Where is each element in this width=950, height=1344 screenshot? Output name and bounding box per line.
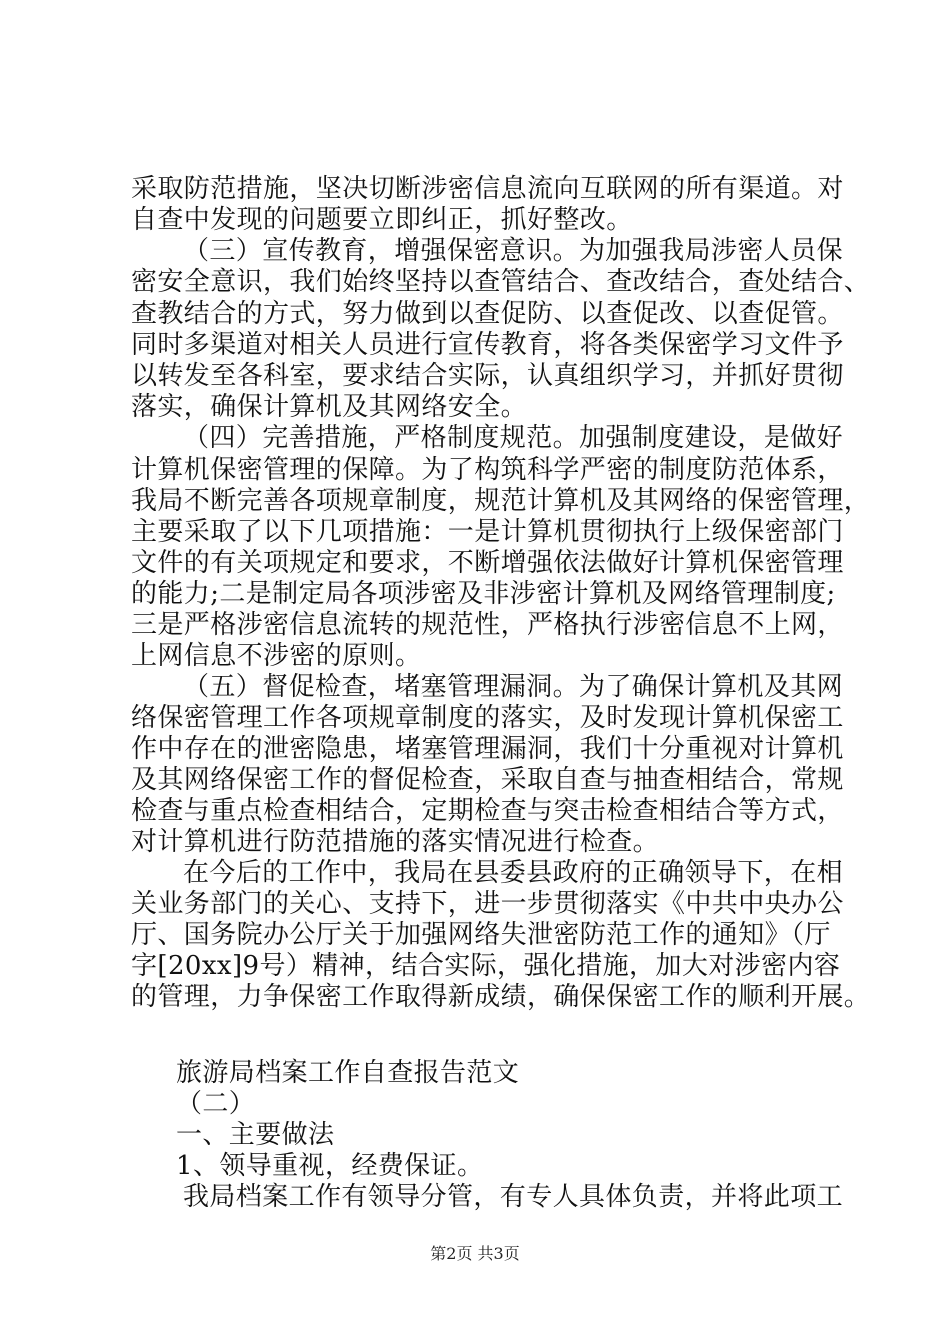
body-line: 查教结合的方式，努力做到以查促防、以查促改、以查促管。	[131, 299, 844, 329]
subsection-heading: 1、领导重视，经费保证。	[176, 1151, 484, 1181]
body-line: 我局不断完善各项规章制度，规范计算机及其网络的保密管理，	[131, 486, 871, 516]
body-line: 对计算机进行防范措施的落实情况进行检查。	[131, 827, 660, 857]
paragraph-start-line: （三）宣传教育，增强保密意识。为加强我局涉密人员保	[183, 236, 844, 266]
paragraph-start-line: （五）督促检查，堵塞管理漏洞。为了确保计算机及其网	[183, 672, 844, 702]
page-number-footer: 第2页 共3页	[430, 1244, 520, 1263]
paragraph-start-line: 我局档案工作有领导分管，有专人具体负责，并将此项工	[183, 1182, 844, 1212]
body-line: 的管理，力争保密工作取得新成绩，确保保密工作的顺利开展。	[131, 982, 871, 1012]
body-line: 作中存在的泄密隐患，堵塞管理漏洞，我们十分重视对计算机	[131, 734, 844, 764]
body-line: 文件的有关项规定和要求，不断增强依法做好计算机保密管理	[131, 548, 844, 578]
body-line: 落实，确保计算机及其网络安全。	[131, 392, 528, 422]
body-line: 关业务部门的关心、支持下，进一步贯彻落实《中共中央办公	[131, 889, 844, 919]
section-subtitle: （二）	[176, 1089, 256, 1119]
body-line: 的能力;二是制定局各项涉密及非涉密计算机及网络管理制度;	[131, 579, 836, 609]
body-line: 主要采取了以下几项措施：一是计算机贯彻执行上级保密部门	[131, 517, 844, 547]
body-line: 同时多渠道对相关人员进行宣传教育，将各类保密学习文件予	[131, 330, 844, 360]
body-line: 三是严格涉密信息流转的规范性，严格执行涉密信息不上网，	[131, 610, 844, 640]
body-line: 络保密管理工作各项规章制度的落实，及时发现计算机保密工	[131, 703, 844, 733]
body-line: 密安全意识，我们始终坚持以查管结合、查改结合，查处结合、	[131, 267, 871, 297]
body-line: 以转发至各科室，要求结合实际，认真组织学习，并抓好贯彻	[131, 361, 844, 391]
body-line: 上网信息不涉密的原则。	[131, 641, 422, 671]
body-line: 及其网络保密工作的督促检查，采取自查与抽查相结合，常规	[131, 765, 844, 795]
section-heading: 一、主要做法	[176, 1120, 335, 1150]
body-line: 计算机保密管理的保障。为了构筑科学严密的制度防范体系，	[131, 455, 844, 485]
body-line: 字[20xx]9号）精神，结合实际，强化措施，加大对涉密内容	[131, 951, 841, 981]
paragraph-start-line: 在今后的工作中，我局在县委县政府的正确领导下，在相	[183, 858, 844, 888]
paragraph-start-line: （四）完善措施，严格制度规范。加强制度建设，是做好	[183, 423, 844, 453]
body-line: 检查与重点检查相结合，定期检查与突击检查相结合等方式，	[131, 796, 844, 826]
section-title: 旅游局档案工作自查报告范文	[176, 1058, 520, 1088]
body-line: 自查中发现的问题要立即纠正，抓好整改。	[131, 205, 633, 235]
body-line: 厅、国务院办公厅关于加强网络失泄密防范工作的通知》（厅	[131, 920, 831, 950]
body-line: 采取防范措施，坚决切断涉密信息流向互联网的所有渠道。对	[131, 174, 844, 204]
